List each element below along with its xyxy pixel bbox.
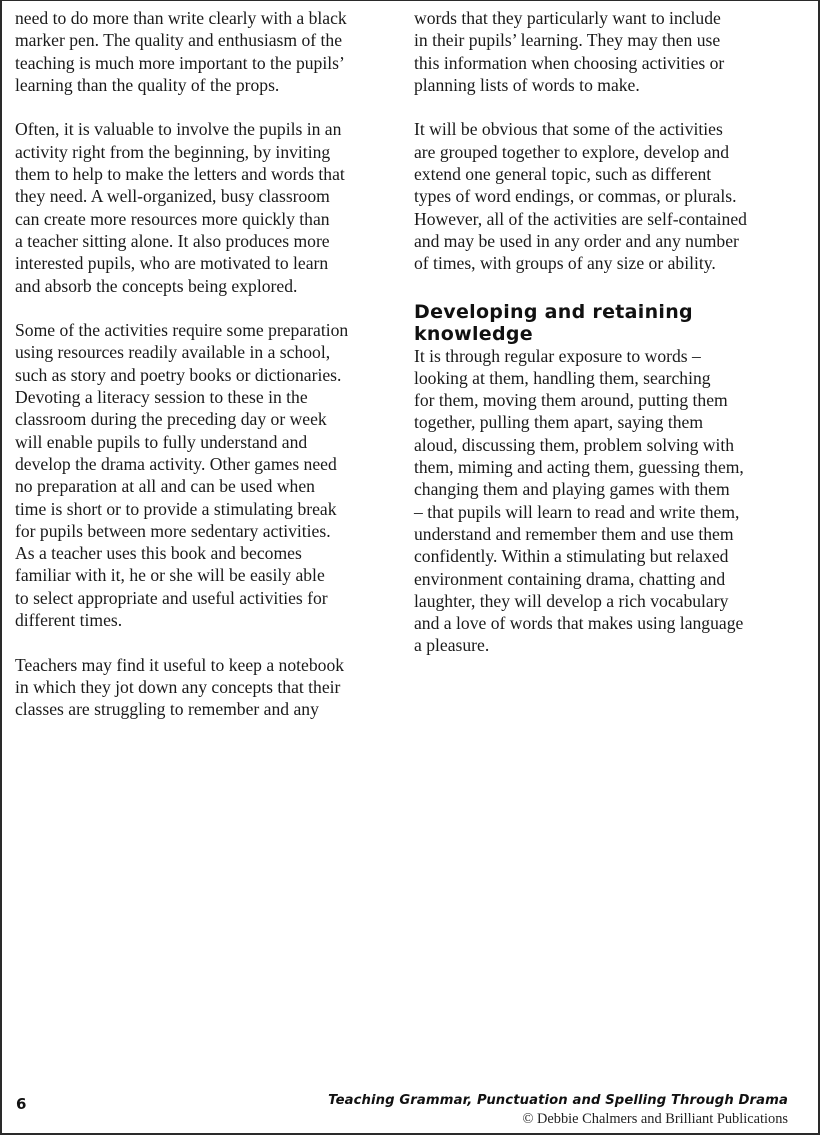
paragraph: Often, it is valuable to involve the pupils in an activity right from the beginning, by inviting them to help to make the letters and words that they need. A well-organized, busy classroom can create more resources more quickly than a teacher sitting alone. It also produces more interested pupils, who are motivated to learn and absorb the concepts being explored. [15, 119, 345, 296]
right-column [414, 7, 809, 657]
page-number: 6 [16, 1095, 27, 1113]
paragraph: words that they particularly want to include in their pupils’ learning. They may then use this information when choosing activities or planning lists of words to make. [414, 8, 725, 95]
paragraph: need to do more than write clearly with a black marker pen. The quality and enthusiasm of the teaching is much more important to the pupils’ learning than the quality of the props. [15, 8, 347, 95]
book-title: Teaching Grammar, Punctuation and Spelling Through Drama [328, 1093, 788, 1108]
section-heading: Developing and retaining knowledge [414, 300, 693, 345]
paragraph: It will be obvious that some of the activities are grouped together to explore, develop and extend one general topic, such as different types of word endings, or commas, or plurals. However, all of the activities are self-contained and may be used in any order and any number of times, with groups of any size or ability. [414, 119, 747, 274]
paragraph: Some of the activities require some preparation using resources readily available in a school, such as story and poetry books or dictionaries. Devoting a literacy session to these in the classroom during the preceding day or week will enable pupils to fully understand and develop the drama activity. Other games need no preparation at all and can be used when time is short or to provide a stimulating break for pupils between more sedentary activities. As a teacher uses this book and becomes familiar with it, he or she will be easily able to select appropriate and useful activities for different times. [15, 320, 349, 631]
copyright-notice: © Debbie Chalmers and Brilliant Publications [522, 1111, 788, 1127]
left-column [15, 7, 407, 721]
paragraph: Teachers may find it useful to keep a notebook in which they jot down any concepts that their classes are struggling to remember and any [15, 654, 345, 720]
section-paragraph: It is through regular exposure to words – looking at them, handling them, searching for them, moving them around, putting them together, pulling them apart, saying them aloud, discussing them, problem solving with them, miming and acting them, guessing them, changing them and playing games with them – that pupils will learn to read and write them, understand and remember them and use them confidently. Within a stimulating but relaxed environment containing drama, chatting and laughter, they will develop a rich vocabulary and a love of words that makes using language a pleasure. [414, 345, 744, 656]
